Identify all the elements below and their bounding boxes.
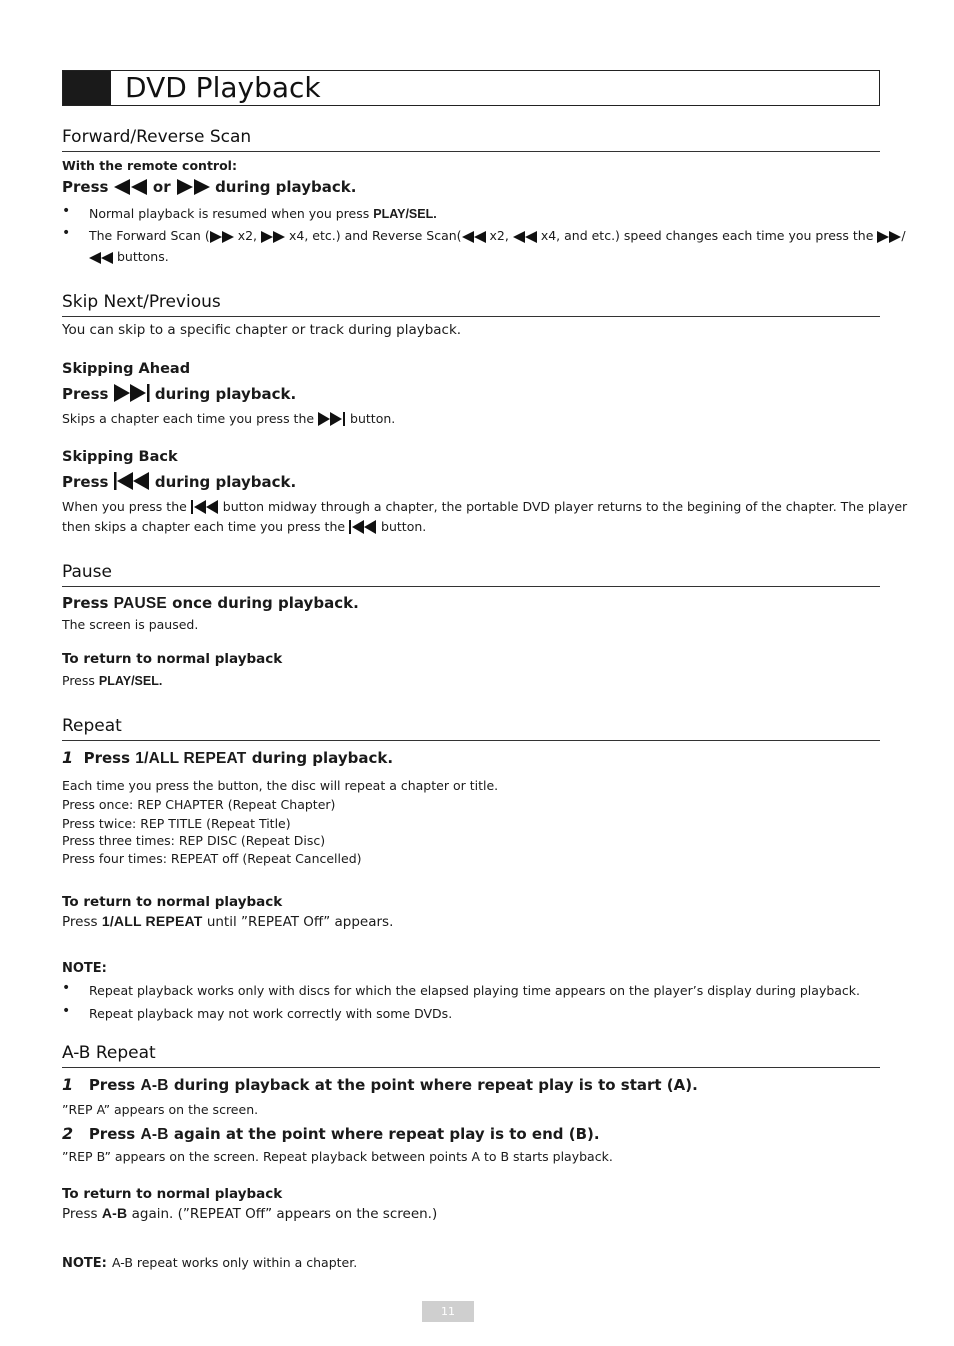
section-divider — [62, 1067, 880, 1068]
ab-repeat-heading: A-B Repeat — [62, 1043, 156, 1063]
scan-instruction — [62, 178, 356, 196]
skipping-back-heading: Skipping Back — [62, 449, 178, 465]
skip-back-desc-2 — [62, 519, 426, 534]
instr-press: Press — [62, 473, 109, 491]
forward-reverse-heading: Forward/Reverse Scan — [62, 127, 252, 147]
note-text: A-B repeat works only within a chapter. — [111, 1255, 358, 1270]
skip-previous-icon — [349, 520, 377, 534]
instr-press: Press — [88, 1125, 136, 1143]
skip-ahead-instruction — [62, 384, 296, 403]
instr-text: until ”REPEAT Off” appears. — [206, 914, 394, 930]
instr-press: Press — [62, 673, 95, 688]
skip-back-instruction — [62, 472, 296, 491]
forward-scan-icon — [877, 231, 901, 243]
bullet-text: x4, etc.) and Reverse Scan( — [288, 228, 462, 243]
skip-heading: Skip Next/Previous — [62, 292, 221, 312]
title-accent-block — [63, 71, 111, 105]
repeat-return-instruction — [62, 913, 393, 930]
repeat-line-1: Press once: REP CHAPTER (Repeat Chapter) — [62, 797, 336, 812]
instr-press: Press — [62, 1206, 98, 1222]
pause-desc: The screen is paused. — [62, 617, 199, 632]
repeat-step-1 — [62, 748, 393, 768]
scan-bullet-2 — [89, 228, 906, 243]
pause-heading: Pause — [62, 562, 112, 582]
ab-return-heading: To return to normal playback — [62, 1186, 283, 1202]
step-number: 1 — [62, 748, 74, 767]
skip-next-icon — [114, 384, 150, 402]
scan-bullet-1 — [89, 206, 437, 221]
note-label: NOTE: — [62, 1256, 107, 1271]
repeat-return-heading: To return to normal playback — [62, 894, 283, 910]
bullet-dot: • — [62, 1003, 71, 1019]
ab-step-2-desc: ”REP B” appears on the screen. Repeat playback between points A to B starts playback. — [62, 1149, 613, 1164]
instr-during: during playback. — [154, 473, 297, 491]
ab-step-1 — [62, 1075, 698, 1095]
instr-during: during playback. — [154, 385, 297, 403]
instr-press: Press — [62, 594, 109, 612]
instr-text: during playback at the point where repeat play is to start (A). — [173, 1076, 698, 1094]
bullet-dot: • — [62, 203, 71, 219]
repeat-note-label: NOTE: — [62, 961, 107, 976]
repeat-line-4: Press four times: REPEAT off (Repeat Cancelled) — [62, 851, 362, 866]
step-number: 1 — [62, 1075, 74, 1094]
desc-text: Skips a chapter each time you press the — [62, 411, 315, 426]
forward-scan-icon — [210, 231, 234, 243]
ab-step-1-desc: ”REP A” appears on the screen. — [62, 1102, 259, 1117]
bullet-text: Normal playback is resumed when you press — [89, 206, 370, 221]
ab-step-2 — [62, 1124, 600, 1144]
forward-scan-icon — [261, 231, 285, 243]
bullet-text: x4, and etc.) speed changes each time you press the — [540, 228, 874, 243]
scan-bullet-2-cont — [89, 249, 169, 264]
desc-text: button. — [381, 519, 427, 534]
section-divider — [62, 586, 880, 587]
pause-return-heading: To return to normal playback — [62, 651, 283, 667]
page-title-bar — [62, 70, 880, 106]
reverse-scan-icon — [513, 231, 537, 243]
skipping-ahead-heading: Skipping Ahead — [62, 361, 191, 377]
bullet-text: x2, — [237, 228, 258, 243]
repeat-note-1: Repeat playback works only with discs for which the elapsed playing time appears on the player’s display during playback. — [89, 983, 861, 998]
ab-note — [62, 1252, 357, 1271]
page-title: DVD Playback — [125, 71, 321, 104]
repeat-heading: Repeat — [62, 716, 122, 736]
instr-text: once during playback. — [172, 594, 359, 612]
skip-previous-icon — [191, 500, 219, 514]
instr-text: again. (”REPEAT Off” appears on the screen.) — [131, 1206, 438, 1222]
bullet-text: buttons. — [116, 249, 169, 264]
repeat-line-3: Press three times: REP DISC (Repeat Disc) — [62, 833, 326, 848]
section-divider — [62, 151, 880, 152]
remote-control-label: With the remote control: — [62, 158, 237, 173]
bullet-dot: • — [62, 225, 71, 241]
ab-return-instruction — [62, 1205, 437, 1222]
desc-text: When you press the — [62, 499, 187, 514]
section-divider — [62, 316, 880, 317]
instr-press: Press — [88, 1076, 136, 1094]
play-sel-key: PLAY/SEL. — [98, 674, 163, 688]
all-repeat-key: 1/ALL REPEAT — [101, 913, 203, 929]
pause-key: PAUSE — [113, 595, 167, 612]
repeat-note-2: Repeat playback may not work correctly with some DVDs. — [89, 1006, 453, 1021]
page-number: 11 — [422, 1301, 474, 1322]
instr-press: Press — [62, 178, 109, 196]
ab-key: A-B — [101, 1205, 128, 1221]
bullet-text: x2, — [489, 228, 509, 243]
play-sel-key: PLAY/SEL. — [373, 207, 437, 221]
reverse-scan-icon — [89, 252, 113, 264]
pause-instruction — [62, 594, 359, 613]
repeat-line-2: Press twice: REP TITLE (Repeat Title) — [62, 816, 291, 831]
repeat-line-0: Each time you press the button, the disc will repeat a chapter or title. — [62, 778, 499, 793]
desc-text: button midway through a chapter, the portable DVD player returns to the begining of the chapter. The player — [222, 499, 908, 514]
section-divider — [62, 740, 880, 741]
ab-key: A-B — [140, 1126, 169, 1143]
all-repeat-key: 1/ALL REPEAT — [135, 750, 247, 767]
bullet-dot: • — [62, 980, 71, 996]
desc-text: then skips a chapter each time you press the — [62, 519, 346, 534]
instr-text: again at the point where repeat play is to end (B). — [173, 1125, 600, 1143]
pause-return-instruction — [62, 673, 162, 688]
instr-or: or — [152, 178, 171, 196]
step-number: 2 — [62, 1124, 74, 1143]
skip-next-icon — [318, 412, 346, 426]
reverse-scan-icon — [462, 231, 486, 243]
skip-intro: You can skip to a specific chapter or track during playback. — [62, 322, 462, 338]
bullet-text: / — [901, 228, 906, 243]
instr-press: Press — [62, 385, 109, 403]
skip-ahead-desc — [62, 411, 395, 426]
instr-during: during playback. — [215, 178, 357, 196]
desc-text: button. — [350, 411, 396, 426]
instr-press: Press — [83, 749, 131, 767]
instr-text: during playback. — [251, 749, 394, 767]
reverse-scan-icon — [114, 179, 148, 195]
skip-previous-icon — [114, 472, 150, 490]
bullet-text: The Forward Scan ( — [89, 228, 210, 243]
forward-scan-icon — [176, 179, 210, 195]
skip-back-desc-1 — [62, 499, 907, 514]
instr-press: Press — [62, 914, 98, 930]
ab-key: A-B — [140, 1077, 169, 1094]
